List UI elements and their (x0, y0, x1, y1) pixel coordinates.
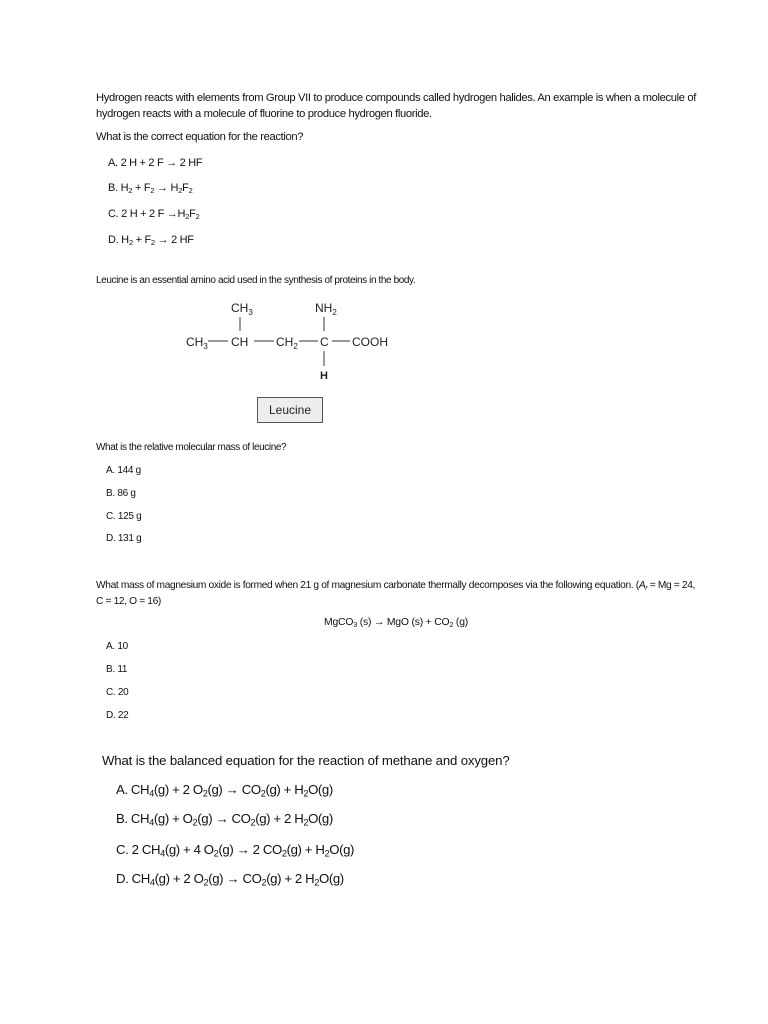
question-1-option-a[interactable] (108, 157, 202, 169)
option-label: B. (108, 182, 118, 194)
question-1-option-d[interactable] (108, 234, 194, 246)
question-3-option-a[interactable]: A. 10 (106, 641, 128, 652)
top-nh-label: $NH_2$ (315, 301, 337, 317)
question-3-option-d[interactable]: D. 22 (106, 710, 129, 721)
question-2-stem: Leucine is an essential amino acid used in the synthesis of proteins in the body. (96, 275, 416, 286)
question-1-option-b[interactable] (108, 182, 193, 194)
question-1-prompt: What is the correct equation for the reaction? (96, 131, 304, 143)
cooh-label: COOH (352, 335, 388, 349)
alpha-carbon-label: C (320, 335, 329, 349)
ch2-label: $CH_2$ (276, 335, 298, 351)
option-text: $H_2 + F_2 \to H_2F_2$ (120, 182, 193, 195)
question-3-option-b[interactable]: B. 11 (106, 664, 128, 675)
question-4-option-c[interactable]: C. 2 $CH_4(g) + 4$ $O_2(g) \to 2$ $CO_2(g) + H_2O(g)$ (116, 842, 354, 859)
question-4-option-d[interactable]: D. $CH_4(g) + 2$ $O_2(g) \to CO_2(g) + 2$ $H_2O(g)$ (116, 871, 344, 888)
question-2-option-c[interactable]: C. 125 g (106, 511, 142, 522)
question-2-prompt: What is the relative molecular mass of leucine? (96, 442, 287, 453)
option-label: A. (108, 157, 118, 169)
option-text: $H_2 + F_2 \to 2$ HF (121, 234, 194, 247)
question-3-stem: What mass of magnesium oxide is formed when 21 g of magnesium carbonate thermally decomposes via the following equation. ($A_r = Mg = 24$, C = 12, O = 16) (96, 580, 695, 607)
question-4-option-b[interactable]: B. $CH_4(g) + O_2(g) \to CO_2(g) + 2$ $H_2O(g)$ (116, 811, 333, 828)
leucine-label: Leucine (268, 403, 312, 417)
leucine-structure-diagram (170, 296, 410, 431)
question-4-prompt: What is the balanced equation for the reaction of methane and oxygen? (102, 753, 510, 768)
question-2-option-b[interactable]: B. 86 g (106, 488, 136, 499)
option-text: 2 H + 2 F → 2 HF (120, 157, 203, 169)
option-text: 2 H + 2 $F \to H_2F_2$ (121, 208, 200, 221)
h-label: H (320, 370, 328, 382)
question-3-option-c[interactable]: C. 20 (106, 687, 129, 698)
ch3-label: $CH_3$ (186, 335, 208, 351)
top-ch-label: $CH_3$ (231, 301, 253, 317)
ch-label: CH (231, 335, 249, 349)
question-1-stem: Hydrogen reacts with elements from Group VII to produce compounds called hydrogen halides. An example is when a molecule of hydrogen reacts with a molecule of fluorine to produce hydrogen fluoride. (96, 92, 696, 120)
question-1-option-c[interactable] (108, 208, 200, 220)
question-2-option-d[interactable]: D. 131 g (106, 533, 142, 544)
question-4-option-a[interactable]: A. $CH_4(g) + 2$ $O_2(g) \to CO_2(g) + H_2O(g)$ (116, 782, 333, 799)
question-3-equation: MgCO$_3$ (s) → MgO $(s) + CO_2$ (g) (324, 617, 469, 629)
option-label: C. (108, 208, 119, 220)
question-2-option-a[interactable]: A. 144 g (106, 465, 141, 476)
option-label: D. (108, 234, 119, 246)
